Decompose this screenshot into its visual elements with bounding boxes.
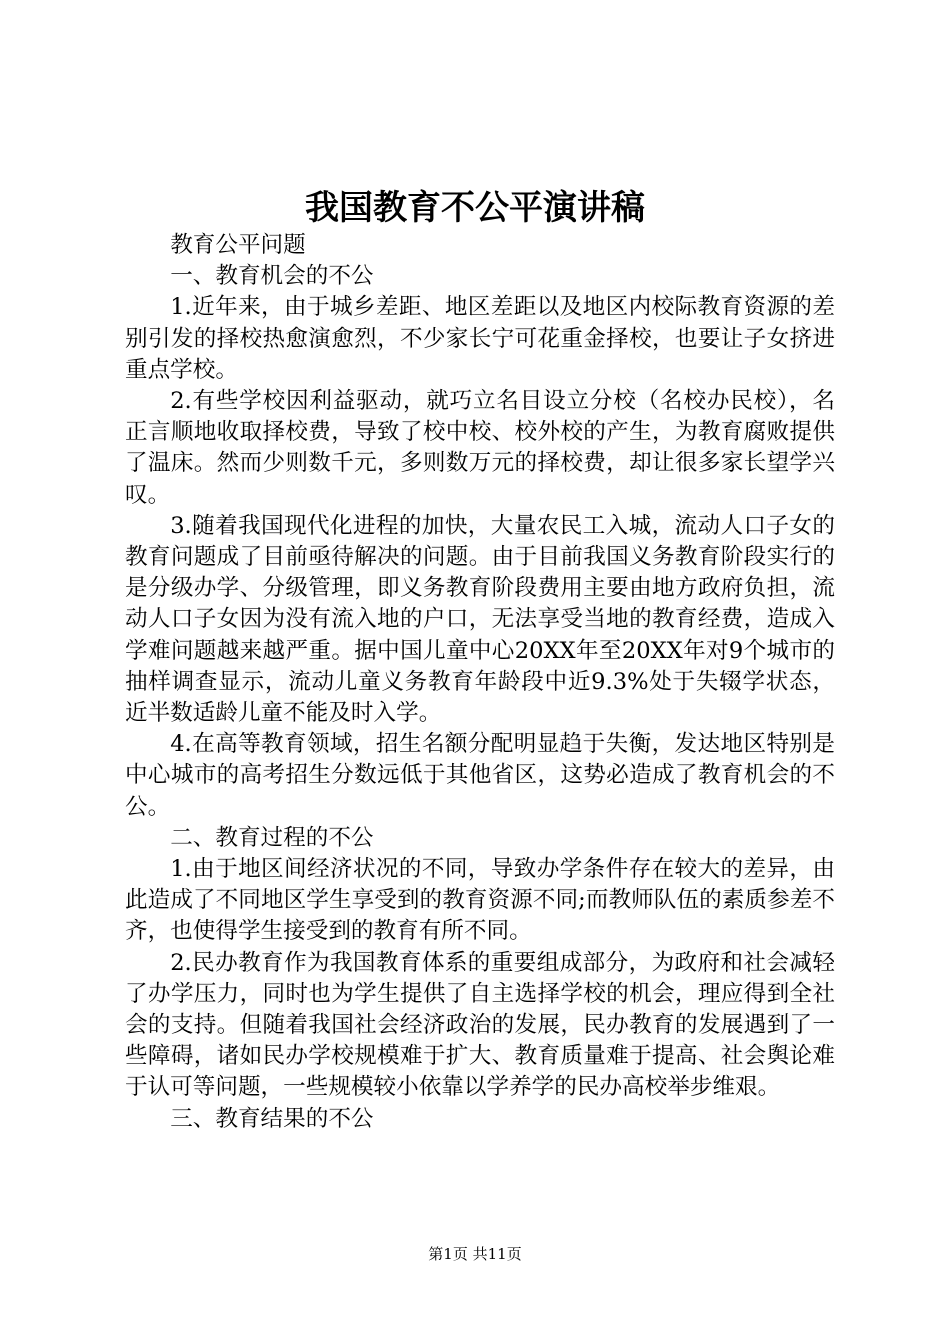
document-body — [125, 230, 835, 1135]
section-heading-2: 二、教育过程的不公 — [170, 824, 374, 851]
section-heading-3: 三、教育结果的不公 — [170, 1105, 374, 1132]
paragraph-1-3: 3.随着我国现代化进程的加快，大量农民工入城，流动人口子女的教育问题成了目前亟待解决的问题。由于目前我国义务教育阶段实行的是分级办学、分级管理，即义务教育阶段费用主要由地方政府负担，流动人口子女因为没有流入地的户口，无法享受当地的教育经费，造成入学难问题越来越严重。据中国儿童中心20XX年至20XX年对9个城市的抽样调查显示，流动儿童义务教育年龄段中近9.3%处于失辍学状态，近半数适龄儿童不能及时入学。 — [125, 512, 835, 727]
document-title: 我国教育不公平演讲稿 — [305, 188, 645, 228]
paragraph-1-2: 2.有些学校因利益驱动，就巧立名目设立分校（名校办民校），名正言顺地收取择校费，导致了校中校、校外校的产生，为教育腐败提供了温床。然而少则数千元，多则数万元的择校费，却让很多家长望学兴叹。 — [125, 388, 835, 508]
page-footer: 第1页 共11页 — [428, 1245, 522, 1263]
paragraph-2-1: 1.由于地区间经济状况的不同，导致办学条件存在较大的差异，由此造成了不同地区学生享受到的教育资源不同;而教师队伍的素质参差不齐，也使得学生接受到的教育有所不同。 — [125, 856, 835, 945]
paragraph-1-4: 4.在高等教育领域，招生名额分配明显趋于失衡，发达地区特别是中心城市的高考招生分数远低于其他省区，这势必造成了教育机会的不公。 — [125, 731, 835, 820]
paragraph-topic: 教育公平问题 — [170, 232, 306, 258]
paragraph-2-2: 2.民办教育作为我国教育体系的重要组成部分，为政府和社会减轻了办学压力，同时也为学生提供了自主选择学校的机会，理应得到全社会的支持。但随着我国社会经济政治的发展，民办教育的发展遇到了一些障碍，诸如民办学校规模难于扩大、教育质量难于提高、社会舆论难于认可等问题，一些规模较小依靠以学养学的民办高校举步维艰。 — [125, 949, 835, 1101]
paragraph-1-1: 1.近年来，由于城乡差距、地区差距以及地区内校际教育资源的差别引发的择校热愈演愈烈，不少家长宁可花重金择校，也要让子女挤进重点学校。 — [125, 294, 835, 383]
section-heading-1: 一、教育机会的不公 — [170, 263, 374, 290]
